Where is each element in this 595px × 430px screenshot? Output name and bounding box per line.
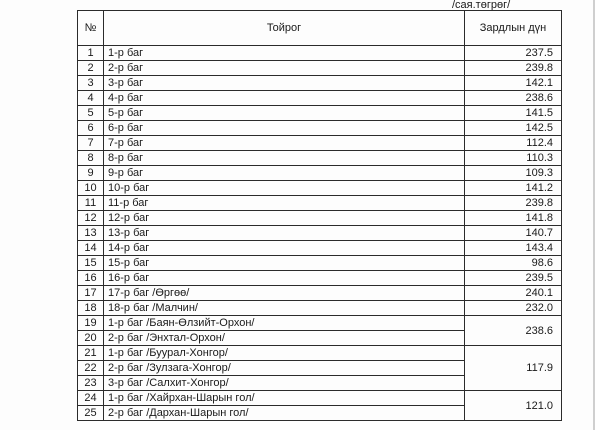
row-value: 240.1 bbox=[465, 286, 562, 301]
row-number: 11 bbox=[78, 196, 104, 211]
row-number: 21 bbox=[78, 346, 104, 361]
row-number: 22 bbox=[78, 361, 104, 376]
row-number: 20 bbox=[78, 331, 104, 346]
row-number: 5 bbox=[78, 106, 104, 121]
row-name: 16-р баг bbox=[104, 271, 465, 286]
row-value: 109.3 bbox=[465, 166, 562, 181]
row-number: 13 bbox=[78, 226, 104, 241]
header-no: № bbox=[78, 11, 104, 46]
row-number: 25 bbox=[78, 406, 104, 421]
row-name: 11-р баг bbox=[104, 196, 465, 211]
row-number: 1 bbox=[78, 46, 104, 61]
row-name: 10-р баг bbox=[104, 181, 465, 196]
row-value: 238.6 bbox=[465, 91, 562, 106]
row-name: 8-р баг bbox=[104, 151, 465, 166]
group-value: 121.0 bbox=[465, 391, 562, 421]
row-value: 140.7 bbox=[465, 226, 562, 241]
row-name: 2-р баг bbox=[104, 61, 465, 76]
table-row bbox=[78, 121, 562, 136]
header-name: Тойрог bbox=[104, 11, 465, 46]
row-value: 143.4 bbox=[465, 241, 562, 256]
row-name: 12-р баг bbox=[104, 211, 465, 226]
row-name: 18-р баг /Малчин/ bbox=[104, 301, 465, 316]
row-name: 1-р баг /Хайрхан-Шарын гол/ bbox=[104, 391, 465, 406]
table-row bbox=[78, 61, 562, 76]
table-row bbox=[78, 241, 562, 256]
row-name: 6-р баг bbox=[104, 121, 465, 136]
row-number: 16 bbox=[78, 271, 104, 286]
row-name: 17-р баг /Өргөө/ bbox=[104, 286, 465, 301]
table-row bbox=[78, 151, 562, 166]
table-row bbox=[78, 211, 562, 226]
table-row bbox=[78, 91, 562, 106]
expense-table bbox=[77, 10, 562, 421]
table-row bbox=[78, 46, 562, 61]
row-name: 7-р баг bbox=[104, 136, 465, 151]
table-row bbox=[78, 286, 562, 301]
row-name: 4-р баг bbox=[104, 91, 465, 106]
row-number: 4 bbox=[78, 91, 104, 106]
row-name: 2-р баг /Дархан-Шарын гол/ bbox=[104, 406, 465, 421]
table-row bbox=[78, 181, 562, 196]
row-value: 239.8 bbox=[465, 61, 562, 76]
table-row bbox=[78, 76, 562, 91]
row-name: 1-р баг /Буурал-Хонгор/ bbox=[104, 346, 465, 361]
header-value: Зардлын дүн bbox=[465, 11, 562, 46]
table-row bbox=[78, 391, 562, 406]
row-number: 3 bbox=[78, 76, 104, 91]
row-name: 13-р баг bbox=[104, 226, 465, 241]
row-value: 110.3 bbox=[465, 151, 562, 166]
table-header-row bbox=[78, 11, 562, 46]
table-row bbox=[78, 271, 562, 286]
row-value: 141.8 bbox=[465, 211, 562, 226]
table-row bbox=[78, 226, 562, 241]
row-name: 2-р баг /Зулзага-Хонгор/ bbox=[104, 361, 465, 376]
row-number: 18 bbox=[78, 301, 104, 316]
row-name: 3-р баг bbox=[104, 76, 465, 91]
row-number: 14 bbox=[78, 241, 104, 256]
row-name: 2-р баг /Энхтал-Орхон/ bbox=[104, 331, 465, 346]
row-name: 9-р баг bbox=[104, 166, 465, 181]
row-name: 14-р баг bbox=[104, 241, 465, 256]
row-number: 17 bbox=[78, 286, 104, 301]
row-number: 24 bbox=[78, 391, 104, 406]
group-value: 117.9 bbox=[465, 346, 562, 391]
row-number: 7 bbox=[78, 136, 104, 151]
table-row bbox=[78, 346, 562, 361]
row-number: 12 bbox=[78, 211, 104, 226]
row-number: 9 bbox=[78, 166, 104, 181]
row-number: 8 bbox=[78, 151, 104, 166]
row-value: 98.6 bbox=[465, 256, 562, 271]
table-row bbox=[78, 106, 562, 121]
row-number: 15 bbox=[78, 256, 104, 271]
row-name: 1-р баг /Баян-Өлзийт-Орхон/ bbox=[104, 316, 465, 331]
row-number: 10 bbox=[78, 181, 104, 196]
row-name: 15-р баг bbox=[104, 256, 465, 271]
group-value: 238.6 bbox=[465, 316, 562, 346]
row-name: 3-р баг /Салхит-Хонгор/ bbox=[104, 376, 465, 391]
row-value: 141.5 bbox=[465, 106, 562, 121]
row-value: 232.0 bbox=[465, 301, 562, 316]
row-value: 112.4 bbox=[465, 136, 562, 151]
table-row bbox=[78, 196, 562, 211]
row-number: 2 bbox=[78, 61, 104, 76]
unit-label: /сая.төгрөг/ bbox=[452, 0, 511, 11]
table-row bbox=[78, 256, 562, 271]
row-value: 237.5 bbox=[465, 46, 562, 61]
row-name: 1-р баг bbox=[104, 46, 465, 61]
row-value: 141.2 bbox=[465, 181, 562, 196]
row-number: 6 bbox=[78, 121, 104, 136]
row-number: 23 bbox=[78, 376, 104, 391]
row-value: 239.5 bbox=[465, 271, 562, 286]
row-number: 19 bbox=[78, 316, 104, 331]
table-row bbox=[78, 301, 562, 316]
row-value: 239.8 bbox=[465, 196, 562, 211]
row-value: 142.5 bbox=[465, 121, 562, 136]
table-row bbox=[78, 166, 562, 181]
table-row bbox=[78, 316, 562, 331]
row-value: 142.1 bbox=[465, 76, 562, 91]
table-row bbox=[78, 136, 562, 151]
row-name: 5-р баг bbox=[104, 106, 465, 121]
